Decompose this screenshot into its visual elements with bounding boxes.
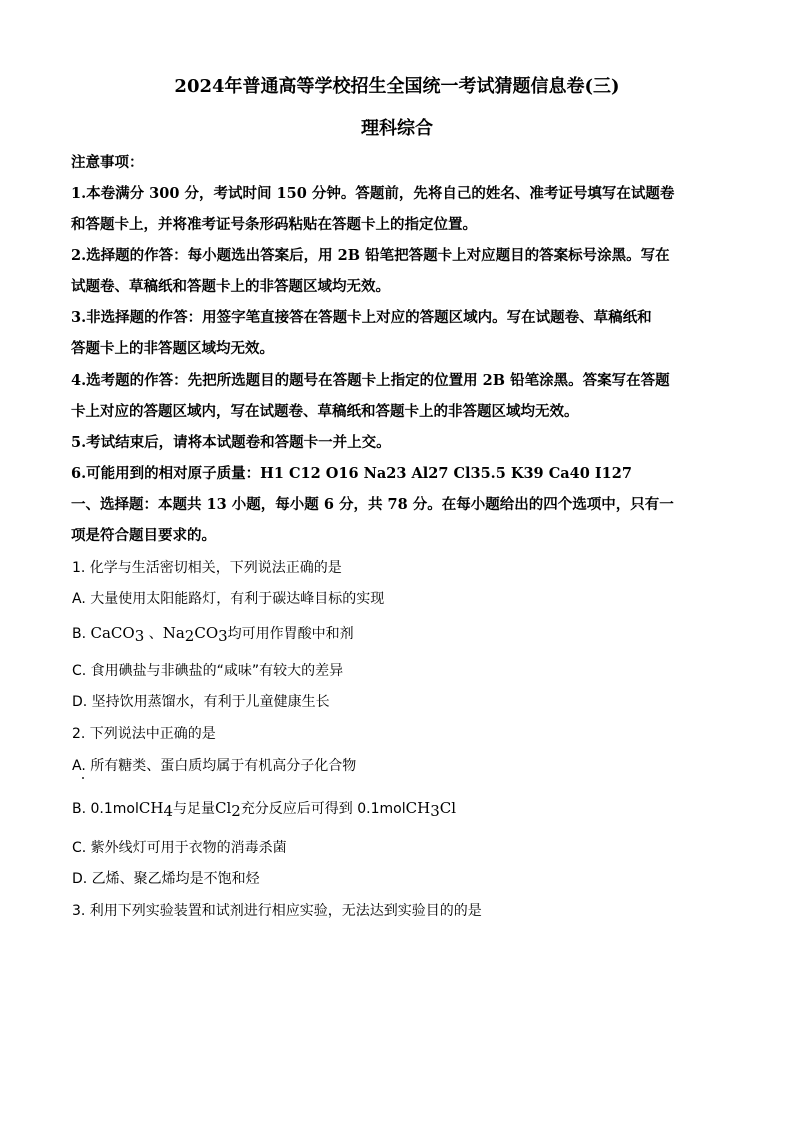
question-2-stem: 2. 下列说法中正确的是 <box>72 726 216 742</box>
question-2-option-c: C. 紫外线灯可用于衣物的消毒杀菌 <box>72 840 287 856</box>
notice-item-2-line-1: 2.选择题的作答：每小题选出答案后，用 2B 铅笔把答题卡上对应题目的答案标号涂黑。写在 <box>71 247 670 264</box>
section-heading-line-1: 一、选择题：本题共 13 小题，每小题 6 分，共 78 分。在每小题给出的四个选项中，只有一 <box>71 496 674 513</box>
question-3-stem: 3. 利用下列实验装置和试剂进行相应实验，无法达到实验目的的是 <box>72 903 482 919</box>
notice-item-3-line-2: 答题卡上的非答题区域均无效。 <box>71 340 274 357</box>
notice-item-1-line-1: 1.本卷满分 300 分，考试时间 150 分钟。答题前，先将自己的姓名、准考证号填写在试题卷 <box>71 185 675 202</box>
question-1-option-c: C. 食用碘盐与非碘盐的“咸味”有较大的差异 <box>72 663 344 679</box>
question-1-option-b: B. CaCO$_3$ 、$Na_2CO_3$均可用作胃酸中和剂 <box>72 624 354 645</box>
section-heading-line-2: 项是符合题目要求的。 <box>71 527 216 544</box>
question-2-option-a: A. 所有糖类、蛋白质均属于有机高分子化合物 <box>72 758 357 774</box>
question-1-option-a: A. 大量使用太阳能路灯，有利于碳达峰目标的实现 <box>72 591 385 607</box>
notice-item-4-line-1: 4.选考题的作答：先把所选题目的题号在答题卡上指定的位置用 2B 铅笔涂黑。答案写在答题 <box>71 372 670 389</box>
print-dot <box>82 777 84 779</box>
question-1-stem: 1. 化学与生活密切相关，下列说法正确的是 <box>72 560 342 576</box>
page-subtitle: 理科综合 <box>361 118 433 139</box>
notice-item-5: 5.考试结束后，请将本试题卷和答题卡一并上交。 <box>71 434 391 451</box>
notice-item-4-line-2: 卡上对应的答题区域内，写在试题卷、草稿纸和答题卡上的非答题区域均无效。 <box>71 403 579 420</box>
notice-heading: 注意事项： <box>71 154 144 171</box>
question-2-option-d: D. 乙烯、聚乙烯均是不饱和烃 <box>72 871 260 887</box>
page-title: 2024年普通高等学校招生全国统一考试猜题信息卷(三) <box>174 76 620 97</box>
notice-item-6: 6.可能用到的相对原子质量：H1 C12 O16 Na23 Al27 Cl35.5 K39 Ca40 I127 <box>71 465 632 482</box>
question-1-option-d: D. 坚持饮用蒸馏水，有利于儿童健康生长 <box>72 694 330 710</box>
notice-item-1-line-2: 和答题卡上，并将准考证号条形码粘贴在答题卡上的指定位置。 <box>71 216 477 233</box>
notice-item-2-line-2: 试题卷、草稿纸和答题卡上的非答题区域均无效。 <box>71 278 390 295</box>
question-2-option-b: B. 0.1molCH$_4$与足量$Cl_2$充分反应后可得到 0.1molCH$_3$Cl <box>72 799 457 820</box>
notice-item-3-line-1: 3.非选择题的作答：用签字笔直接答在答题卡上对应的答题区域内。写在试题卷、草稿纸和 <box>71 309 652 326</box>
